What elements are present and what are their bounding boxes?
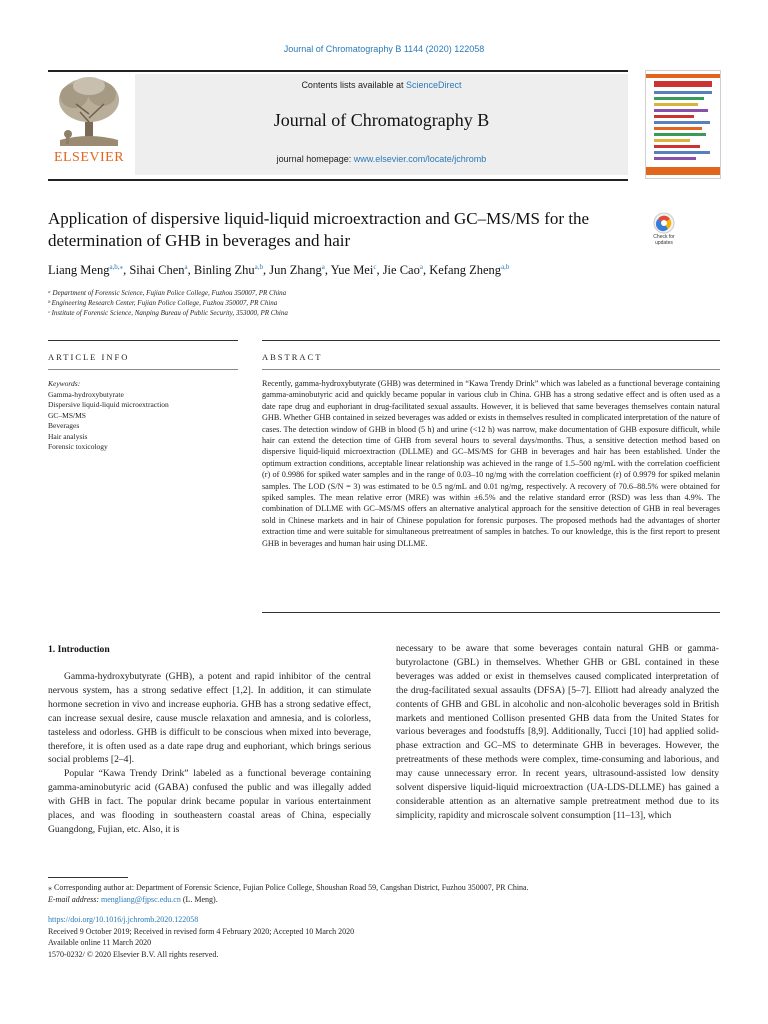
abstract-rule-bottom <box>262 612 720 613</box>
author-affiliation-marker[interactable]: a <box>419 263 423 271</box>
cover-band <box>654 91 712 94</box>
author-separator: , <box>376 263 383 278</box>
article-info-rule <box>48 369 238 370</box>
author-separator: , <box>324 263 331 278</box>
cover-band <box>654 127 702 130</box>
author-separator: , <box>123 263 130 278</box>
cover-band <box>654 81 712 87</box>
keyword: Forensic toxicology <box>48 442 108 451</box>
doi-link[interactable]: https://doi.org/10.1016/j.jchromb.2020.122058 <box>48 915 199 924</box>
keywords-label: Keywords: <box>48 379 81 388</box>
author-affiliation-marker[interactable]: a <box>321 263 325 271</box>
cover-band <box>654 103 698 106</box>
cover-band <box>654 145 700 148</box>
article-info-rule-top <box>48 340 238 341</box>
intro-paragraph: Gamma-hydroxybutyrate (GHB), a potent and rapid inhibitor of the central nervous system, has a strong sedative effect [1,2]. In addition, it can stimulate hormone secretion in vivo and increase euphoria. GHB has a strong sedative effect, can increase sexual desire, cause muscle relaxation and amnesia, and is colorless, tasteless and odorless. GHB is difficult to be conscious when mixed into beverage, therefore, it is often used as a date rape drug and euphoriant, which brings serious social problems [2–4]. <box>48 671 371 766</box>
author-affiliation-marker[interactable]: a,b <box>501 263 510 271</box>
contents-prefix: Contents lists available at <box>301 80 404 90</box>
corresponding-author-text: ⁎ Corresponding author at: Department of Forensic Science, Fujian Police College, Shoushan Road 59, Cangshan District, Fuzhou 350007, PR China. <box>48 883 529 892</box>
available-online: Available online 11 March 2020 <box>48 938 152 947</box>
introduction-heading: 1. Introduction <box>48 644 110 655</box>
homepage-link[interactable]: www.elsevier.com/locate/jchromb <box>353 154 487 164</box>
author-name[interactable]: Sihai Chen <box>129 263 185 278</box>
article-metadata <box>48 914 728 960</box>
journal-cover-thumbnail[interactable] <box>645 70 721 179</box>
elsevier-wordmark: ELSEVIER <box>53 150 125 165</box>
author-separator: , <box>422 263 430 278</box>
email-suffix: (L. Meng). <box>182 894 218 904</box>
author-affiliation-marker[interactable]: a <box>184 263 188 271</box>
check-for-updates-icon[interactable] <box>646 212 682 252</box>
cover-band <box>654 109 708 112</box>
abstract-rule-top <box>262 340 720 341</box>
keyword: Hair analysis <box>48 431 88 441</box>
affiliation-c: ᶜ Institute of Forensic Science, Nanping Bureau of Public Security, 353000, PR China <box>48 309 288 317</box>
author-affiliation-marker[interactable]: a,b <box>254 263 264 271</box>
article-info-heading: ARTICLE INFO <box>48 352 130 362</box>
keywords-block <box>48 379 238 453</box>
sciencedirect-link[interactable]: ScienceDirect <box>406 80 462 90</box>
keyword: Gamma-hydroxybutyrate <box>48 389 124 399</box>
author-name[interactable]: Binling Zhu <box>193 263 255 278</box>
abstract-heading: ABSTRACT <box>262 352 323 362</box>
cover-band <box>646 74 720 78</box>
journal-header <box>48 70 628 181</box>
journal-title[interactable]: Journal of Chromatography B <box>273 110 490 130</box>
email-link[interactable]: mengliang@fjpsc.edu.cn <box>101 894 181 904</box>
intro-paragraph: necessary to be aware that some beverages contain natural GHB or gamma-butyrolactone (GBL) in themselves. Whether GHB or GBL contained in these beverages was added or exist in themselves caused complicated interpretation of the drug-facilitated sexual assaults (DFSA) [5–7]. Elliott had already analyzed the contents of GHB and GBL in alcoholic and non-alcoholic beverages sold in British markets and mentioned Collison presented GHB data from the United States for various beverages and foodstuffs [8,9]. Additionally, Tucci [10] had applied solid-phase extraction and GC–MS to determinate GHB in beverages. However, the pretreatments of these methods were complex, time-consuming and laborious, and may cause unnecessary error. In recent years, ultrasound-assisted low density solvent dispersive liquid-liquid microextraction (UA-LDS-DLLME) has gained a considerable attention as an alternative sample pretreatment method due to its simplicity, rapidity and microscale solvent consumption [11–13], which <box>396 643 719 821</box>
author-separator: , <box>187 263 194 278</box>
cover-band <box>654 157 696 160</box>
intro-paragraph: Popular “Kawa Trendy Drink” labeled as a functional beverage containing gamma-aminobutyric acid (GABA) confused the public and was illegally added with GHB in fact. The popular drink became popular in various entertainment places, and was flooding in southeastern coastal areas of China, especially Guangdong, Fujian, etc. Also, it is <box>48 768 371 835</box>
intro-column-left <box>48 670 371 837</box>
corresponding-author-note <box>48 882 728 905</box>
author-name[interactable]: Jie Cao <box>382 263 420 278</box>
contents-line <box>135 80 628 90</box>
cover-band <box>654 151 710 154</box>
email-label: E-mail address: <box>48 894 100 904</box>
check-for-updates-label: Check for updates <box>653 234 675 246</box>
author-separator: , <box>263 263 270 278</box>
author-name[interactable]: Yue Mei <box>330 263 374 278</box>
author-list <box>48 263 728 278</box>
journal-header-panel <box>135 74 628 175</box>
abstract-rule <box>262 369 720 370</box>
journal-reference[interactable]: Journal of Chromatography B 1144 (2020) 122058 <box>283 44 485 54</box>
issn-copyright: 1570-0232/ © 2020 Elsevier B.V. All rights reserved. <box>48 949 219 959</box>
affiliation-b: ᵇ Engineering Research Center, Fujian Police College, Fuzhou 350007, PR China <box>48 299 278 307</box>
author-affiliation-marker[interactable]: c <box>373 263 377 271</box>
email-line <box>48 894 728 906</box>
author-name[interactable]: Liang Meng <box>48 263 110 278</box>
footnote-rule <box>48 877 128 878</box>
cover-band <box>654 139 690 142</box>
cover-band <box>646 167 720 175</box>
author-name[interactable]: Jun Zhang <box>269 263 322 278</box>
keyword: Beverages <box>48 421 80 430</box>
cover-band <box>654 121 710 124</box>
keyword: GC–MS/MS <box>48 410 86 420</box>
homepage-line <box>135 154 628 164</box>
author-affiliation-marker[interactable]: a,b,⁎ <box>109 263 124 271</box>
homepage-prefix: journal homepage: <box>276 154 352 164</box>
cover-band <box>654 97 704 100</box>
keyword: Dispersive liquid-liquid microextraction <box>48 400 169 409</box>
abstract-text: Recently, gamma-hydroxybutyrate (GHB) was determined in “Kawa Trendy Drink” which was labeled as a functional beverage containing gamma-aminobutyric acid and quickly became popular in various club in China. GHB has a strong sedative effect and is often used as a date rape drug and euphoriant in drug-facilitated sexual assaults. However, it is believed that same beverages themselves contain natural GHB. Whether GHB contained in seized beverages was added or exists in themselves resulted in complicated interpretation of the nature of cases. The detection window of GHB in blood (5 h) and urine (<12 h) was narrow, make documentation of GHB exposure difficult, while hair can extend the detection time of GHB from several hours to several days/months. Thus, a sensitive detection method based on dispersive liquid-liquid microextraction (DLLME) and GC–MS/MS for GHB in beverages and hair has been established. Under the optimum extraction conditions, acceptable linear relationship was achieved in the range of 1.5–500 ng/mL with the correlation coefficient (r) of 0.9986 for spiked water samples and in the range of 0.03–10 ng/mg with the correlation coefficient (r) of 0.9979 for spiked melanin samples. The LOD (S/N = 3) was estimated to be 0.5 ng/mL and 0.01 ng/mg, respectively. A recovery of 70.6–88.5% were obtained for spiked samples. The mean relative error (MRE) was within ±6.5% and the relative standard error (RSD) was less than 4.9%. The combination of DLLME with GC–MS/MS offers an alternative analytical approach for the sensitive detection of GHB in real beverages sold in Chinese markets and in hair of Chinese population for forensic purposes. The proposed methods had the advantages of shorter extraction time and were suitable for simultaneous pretreatment of samples in batches. To our knowledge, this is the first report to present GHB in beverages and human hair using DLLME. <box>262 379 720 548</box>
intro-column-right <box>396 642 719 823</box>
author-name[interactable]: Kefang Zheng <box>429 263 502 278</box>
cover-band <box>654 115 694 118</box>
received-dates: Received 9 October 2019; Received in revised form 4 February 2020; Accepted 10 March 2020 <box>48 926 355 936</box>
affiliation-a: ᵃ Department of Forensic Science, Fujian Police College, Fuzhou 350007, PR China <box>48 289 287 297</box>
cover-band <box>654 133 706 136</box>
article-title: Application of dispersive liquid-liquid microextraction and GC–MS/MS for the determination of GHB in beverages and hair <box>48 209 590 250</box>
